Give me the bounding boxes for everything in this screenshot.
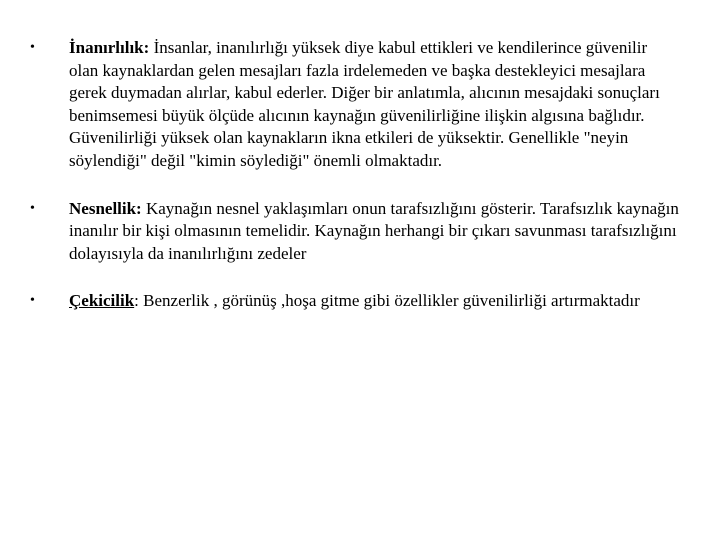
bullet-text: İnsanlar, inanılırlığı yüksek diye kabul ettikleri ve kendilerince güvenilir olan kaynaklardan gelen mesajları fazla irdelemeden ve başka destekleyici mesajlara gerek duymadan alırlar, kabul ederler. Diğer bir anlatımla, alıcının mesajdaki sonuçları benimsemesi büyük ölçüde alıcının kaynağın güvenilirliğine ilişkin algısına bağlıdır. Güvenilirliği yüksek olan kaynakların ikna etkileri de yüksektir. Genellikle "neyin söylendiği" değil "kimin söylediği" önemli olmaktadır. [69,38,660,170]
bullet-term: Nesnellik: [69,198,142,218]
bullet-term: İnanırlılık: [69,38,150,57]
bullet-item-cekicilik [30,290,680,313]
bullet-item-inanirlilik [30,37,680,173]
bullet-list [30,37,680,338]
bullet-term: Çekicilik [69,291,135,311]
bullet-item-nesnellik [30,198,680,266]
bullet-text: : Benzerlik , görünüş ,hoşa gitme gibi özellikler güvenilirliği artırmaktadır [134,291,640,311]
bullet-dot-icon: • [30,40,35,55]
bullet-dot-icon: • [30,293,35,309]
bullet-text: Kaynağın nesnel yaklaşımları onun tarafsızlığını gösterir. Tarafsızlık kaynağın inanılır bir kişi olmasının temelidir. Kaynağın herhangi bir çıkarı savunması tarafsızlığını dolayısıyla da inanılırlığını zedeler [69,198,679,263]
bullet-dot-icon: • [30,200,35,216]
